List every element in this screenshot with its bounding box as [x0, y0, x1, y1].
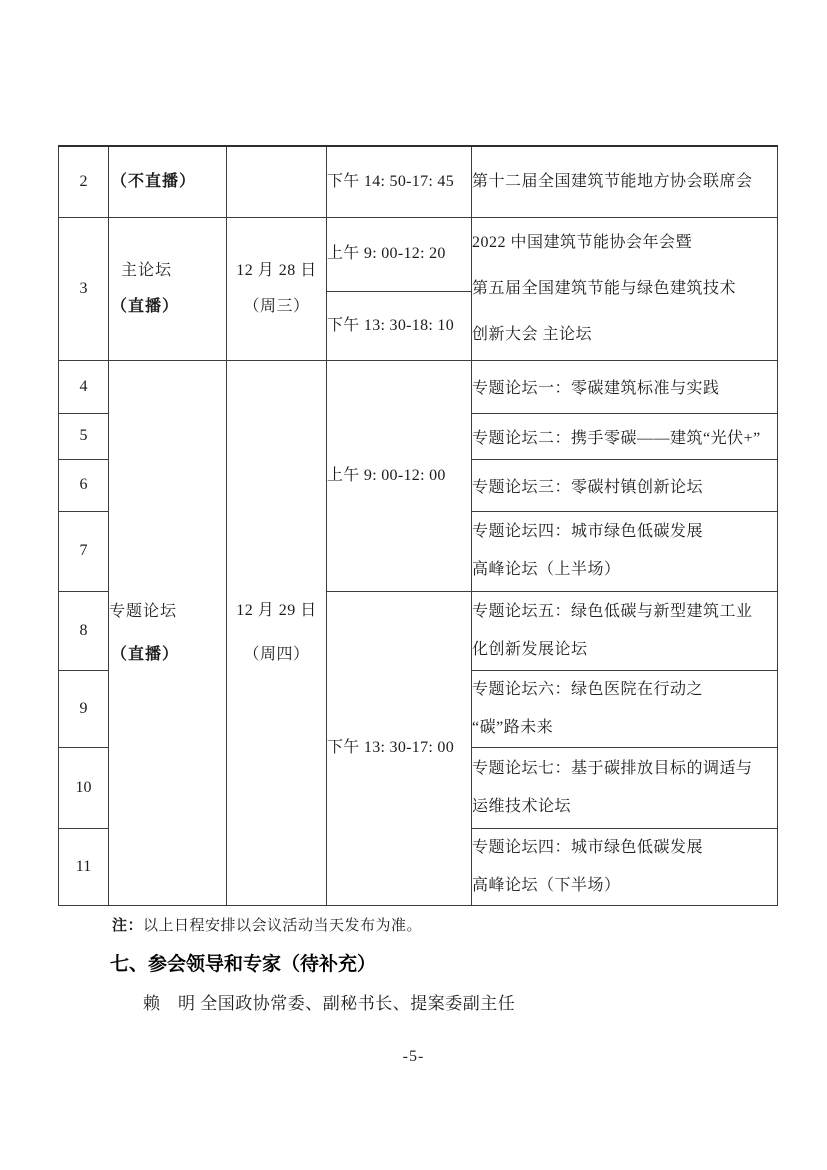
- table-row-3: [59, 217, 778, 291]
- event-cell: [472, 217, 778, 360]
- row-number: 11: [59, 828, 109, 905]
- page-number: -5-: [402, 1048, 425, 1065]
- time-cell-pm: 下午 13: 30-18: 10: [327, 291, 472, 360]
- event-line: 专题论坛五：绿色低碳与新型建筑工业: [472, 602, 753, 620]
- event-line: “碳”路未来: [472, 718, 554, 736]
- footnote-label: 注：: [112, 918, 144, 934]
- date-cell: [227, 360, 327, 905]
- event-cell: [472, 591, 778, 670]
- schedule-table: [58, 145, 778, 906]
- row-number: 4: [59, 360, 109, 413]
- table-row-2: [59, 146, 778, 217]
- section-heading: 七、参会领导和专家（待补充）: [110, 954, 377, 975]
- date-line: （周三）: [243, 297, 310, 315]
- time-cell-pm: 下午 13: 30-17: 00: [327, 591, 472, 905]
- table-footnote: [112, 913, 422, 939]
- event-cell: [472, 511, 778, 591]
- event-cell: 第十二届全国建筑节能地方协会联席会: [472, 146, 778, 217]
- event-cell: [472, 670, 778, 747]
- event-cell: [472, 747, 778, 828]
- row-number: 6: [59, 459, 109, 511]
- row-number: 9: [59, 670, 109, 747]
- event-line: 创新大会 主论坛: [472, 325, 593, 343]
- event-cell: 专题论坛一：零碳建筑标准与实践: [472, 360, 778, 413]
- row-number: 5: [59, 413, 109, 459]
- forum-line: （直播）: [111, 645, 180, 663]
- event-line: 第五届全国建筑节能与绿色建筑技术: [472, 279, 737, 297]
- event-line: 专题论坛四：城市绿色低碳发展: [472, 523, 704, 540]
- row-number: 8: [59, 591, 109, 670]
- forum-type-cell: [109, 360, 227, 905]
- forum-line: 主论坛: [121, 261, 173, 279]
- forum-line: 专题论坛: [109, 602, 178, 620]
- time-cell-am: 上午 9: 00-12: 20: [327, 217, 472, 291]
- time-cell-am: 上午 9: 00-12: 00: [327, 360, 472, 591]
- date-line: （周四）: [243, 645, 310, 663]
- event-cell: [472, 828, 778, 905]
- table-row-4: [59, 360, 778, 413]
- forum-line: （直播）: [111, 297, 180, 315]
- date-line: 12 月 29 日: [236, 601, 317, 619]
- forum-type-cell: （不直播）: [109, 146, 227, 217]
- event-line: 专题论坛六：绿色医院在行动之: [472, 680, 704, 698]
- event-line: 专题论坛四：城市绿色低碳发展: [472, 838, 704, 856]
- date-line: 12 月 28 日: [236, 261, 317, 279]
- date-cell: [227, 217, 327, 360]
- row-number: 10: [59, 747, 109, 828]
- event-line: 2022 中国建筑节能协会年会暨: [472, 233, 693, 251]
- date-cell-empty: [227, 146, 327, 217]
- event-cell: 专题论坛三：零碳村镇创新论坛: [472, 459, 778, 511]
- footnote-text: 以上日程安排以会议活动当天发布为准。: [143, 918, 423, 934]
- expert-line: 赖 明 全国政协常委、副秘书长、提案委副主任: [143, 994, 516, 1013]
- event-line: 专题论坛七：基于碳排放目标的调适与: [472, 759, 753, 777]
- row-number: 2: [59, 146, 109, 217]
- event-line: 高峰论坛（下半场）: [472, 876, 621, 894]
- time-cell: 下午 14: 50-17: 45: [327, 146, 472, 217]
- event-line: 化创新发展论坛: [472, 640, 588, 658]
- event-line: 运维技术论坛: [472, 797, 572, 815]
- event-cell: 专题论坛二：携手零碳——建筑“光伏+”: [472, 413, 778, 459]
- forum-type-cell: [109, 217, 227, 360]
- row-number: 7: [59, 511, 109, 591]
- event-line: 高峰论坛（上半场）: [472, 561, 621, 578]
- row-number: 3: [59, 217, 109, 360]
